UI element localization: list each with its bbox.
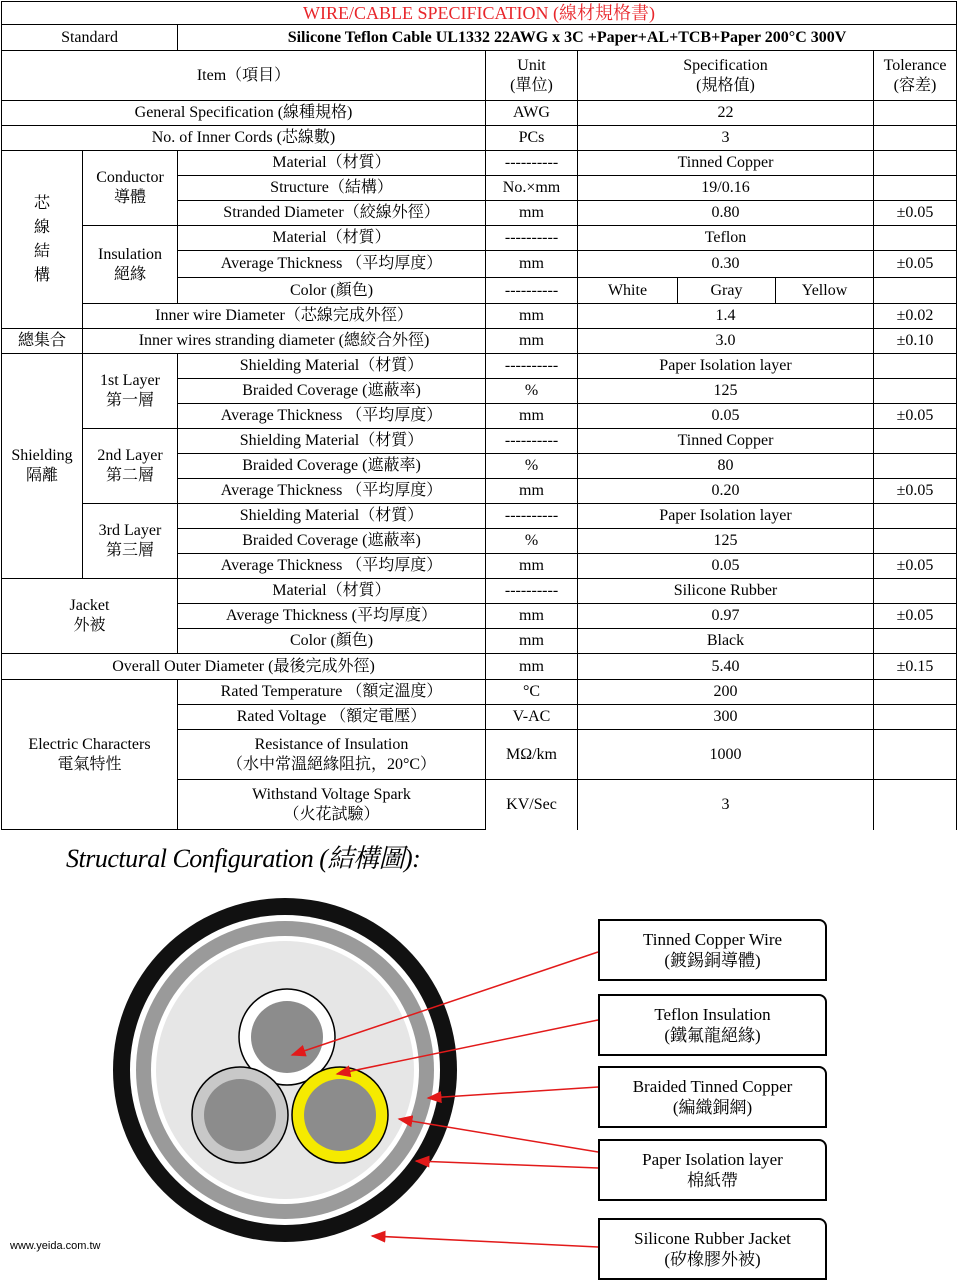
overall-diameter-unit: mm	[486, 654, 578, 680]
shield-1-coverage-value: 125	[578, 379, 874, 404]
white-core-conductor	[251, 1001, 323, 1073]
jacket-material-label: Material（材質）	[178, 579, 486, 604]
conductor-structure-unit: No.×mm	[486, 176, 578, 201]
electric-label: Electric Characters 電氣特性	[2, 680, 178, 830]
general-unit: AWG	[486, 101, 578, 126]
shield-3-coverage-unit: %	[486, 529, 578, 554]
insulation-resistance-value: 1000	[578, 730, 874, 780]
insulation-thickness-label: Average Thickness （平均厚度）	[178, 251, 486, 278]
assembly-tol: ±0.10	[874, 329, 957, 354]
item-header: Item（項目）	[2, 51, 486, 101]
assembly-group-label: 總集合	[2, 329, 83, 354]
conductor-material-unit: ----------	[486, 151, 578, 176]
shield-3-thickness-unit: mm	[486, 554, 578, 579]
shield-1-coverage-unit: %	[486, 379, 578, 404]
insulation-resistance-label: Resistance of Insulation （水中常溫絕緣阻抗，20°C）	[178, 730, 486, 780]
conductor-diameter-unit: mm	[486, 201, 578, 226]
general-value: 22	[578, 101, 874, 126]
shield-3-thickness-label: Average Thickness （平均厚度）	[178, 554, 486, 579]
shield-1-material-unit: ----------	[486, 354, 578, 379]
rated-voltage-label: Rated Voltage （額定電壓）	[178, 705, 486, 730]
insulation-thickness-unit: mm	[486, 251, 578, 278]
inner-diameter-label: Inner wire Diameter（芯線完成外徑）	[83, 304, 486, 329]
unit-header: Unit (單位)	[486, 51, 578, 101]
shield-2-material-value: Tinned Copper	[578, 429, 874, 454]
conductor-material-label: Material（材質）	[178, 151, 486, 176]
overall-diameter-tol: ±0.15	[874, 654, 957, 680]
jacket-label: Jacket 外被	[2, 579, 178, 654]
rated-voltage-unit: V-AC	[486, 705, 578, 730]
shield-layer-1-label: 1st Layer 第一層	[83, 354, 178, 429]
gray-core-conductor	[204, 1079, 276, 1151]
jacket-thickness-label: Average Thickness (平均厚度）	[178, 604, 486, 629]
spec-title: WIRE/CABLE SPECIFICATION (線材規格書)	[2, 2, 957, 25]
specification-table	[1, 1, 957, 830]
insulation-label: Insulation 絕緣	[83, 226, 178, 304]
tolerance-header: Tolerance (容差)	[874, 51, 957, 101]
conductor-diameter-value: 0.80	[578, 201, 874, 226]
inner-diameter-unit: mm	[486, 304, 578, 329]
core-group-label: 芯 線 結 構	[2, 151, 83, 329]
rated-temperature-value: 200	[578, 680, 874, 705]
standard-label: Standard	[2, 25, 178, 51]
conductor-structure-value: 19/0.16	[578, 176, 874, 201]
conductor-label: Conductor 導體	[83, 151, 178, 226]
inner-diameter-value: 1.4	[578, 304, 874, 329]
spec-header: Specification (規格值)	[578, 51, 874, 101]
shield-1-coverage-label: Braided Coverage (遮蔽率)	[178, 379, 486, 404]
callout-teflon-insulation: Teflon Insulation (鐵氟龍絕緣)	[598, 994, 827, 1056]
general-label: General Specification (線種規格)	[2, 101, 486, 126]
inner-cords-unit: PCs	[486, 126, 578, 151]
shield-3-material-label: Shielding Material（材質）	[178, 504, 486, 529]
insulation-color-gray: Gray	[678, 278, 776, 304]
shield-1-thickness-tol: ±0.05	[874, 404, 957, 429]
inner-diameter-tol: ±0.02	[874, 304, 957, 329]
callout-braided-tinned-copper: Braided Tinned Copper (編織銅網)	[598, 1066, 827, 1128]
conductor-diameter-label: Stranded Diameter（絞線外徑）	[178, 201, 486, 226]
shield-layer-2-label: 2nd Layer 第二層	[83, 429, 178, 504]
standard-value: Silicone Teflon Cable UL1332 22AWG x 3C +Paper+AL+TCB+Paper 200°C 300V	[178, 25, 957, 51]
assembly-label: Inner wires stranding diameter (總絞合外徑)	[83, 329, 486, 354]
conductor-material-value: Tinned Copper	[578, 151, 874, 176]
voltage-spark-label: Withstand Voltage Spark （火花試驗）	[178, 780, 486, 830]
jacket-material-value: Silicone Rubber	[578, 579, 874, 604]
shield-3-material-unit: ----------	[486, 504, 578, 529]
insulation-color-label: Color (顏色)	[178, 278, 486, 304]
arrow-jacket	[372, 1236, 598, 1247]
shield-2-coverage-label: Braided Coverage (遮蔽率)	[178, 454, 486, 479]
voltage-spark-unit: KV/Sec	[486, 780, 578, 830]
insulation-thickness-tol: ±0.05	[874, 251, 957, 278]
jacket-thickness-tol: ±0.05	[874, 604, 957, 629]
conductor-structure-label: Structure（結構）	[178, 176, 486, 201]
overall-diameter-value: 5.40	[578, 654, 874, 680]
insulation-color-white: White	[578, 278, 678, 304]
jacket-color-value: Black	[578, 629, 874, 654]
jacket-material-unit: ----------	[486, 579, 578, 604]
insulation-resistance-unit: MΩ/km	[486, 730, 578, 780]
jacket-color-unit: mm	[486, 629, 578, 654]
shield-2-thickness-unit: mm	[486, 479, 578, 504]
assembly-value: 3.0	[578, 329, 874, 354]
structural-configuration-heading: Structural Configuration (結構圖):	[66, 844, 421, 873]
shield-3-thickness-tol: ±0.05	[874, 554, 957, 579]
insulation-color-unit: ----------	[486, 278, 578, 304]
shielding-label: Shielding 隔離	[2, 354, 83, 579]
voltage-spark-value: 3	[578, 780, 874, 830]
jacket-thickness-unit: mm	[486, 604, 578, 629]
shield-1-material-label: Shielding Material（材質）	[178, 354, 486, 379]
jacket-thickness-value: 0.97	[578, 604, 874, 629]
shield-3-coverage-label: Braided Coverage (遮蔽率)	[178, 529, 486, 554]
callout-silicone-rubber-jacket: Silicone Rubber Jacket (矽橡膠外被)	[598, 1218, 827, 1280]
shield-2-coverage-unit: %	[486, 454, 578, 479]
arrow-paper-outer	[416, 1161, 598, 1168]
insulation-color-yellow: Yellow	[776, 278, 874, 304]
shield-2-thickness-label: Average Thickness （平均厚度）	[178, 479, 486, 504]
assembly-unit: mm	[486, 329, 578, 354]
callout-paper-isolation-layer: Paper Isolation layer 棉紙帶	[598, 1139, 827, 1201]
shield-3-material-value: Paper Isolation layer	[578, 504, 874, 529]
insulation-thickness-value: 0.30	[578, 251, 874, 278]
shield-2-coverage-value: 80	[578, 454, 874, 479]
insulation-material-value: Teflon	[578, 226, 874, 251]
shield-1-material-value: Paper Isolation layer	[578, 354, 874, 379]
conductor-diameter-tol: ±0.05	[874, 201, 957, 226]
shield-2-material-label: Shielding Material（材質）	[178, 429, 486, 454]
callout-tinned-copper-wire: Tinned Copper Wire (鍍錫銅導體)	[598, 919, 827, 981]
rated-temperature-unit: °C	[486, 680, 578, 705]
shield-1-thickness-value: 0.05	[578, 404, 874, 429]
inner-cords-value: 3	[578, 126, 874, 151]
shield-3-thickness-value: 0.05	[578, 554, 874, 579]
shield-1-thickness-label: Average Thickness （平均厚度）	[178, 404, 486, 429]
insulation-material-unit: ----------	[486, 226, 578, 251]
shield-2-thickness-tol: ±0.05	[874, 479, 957, 504]
rated-voltage-value: 300	[578, 705, 874, 730]
shield-2-thickness-value: 0.20	[578, 479, 874, 504]
website-link[interactable]: www.yeida.com.tw	[10, 1240, 101, 1252]
shield-2-material-unit: ----------	[486, 429, 578, 454]
insulation-material-label: Material（材質）	[178, 226, 486, 251]
shield-3-coverage-value: 125	[578, 529, 874, 554]
overall-diameter-label: Overall Outer Diameter (最後完成外徑)	[2, 654, 486, 680]
shield-layer-3-label: 3rd Layer 第三層	[83, 504, 178, 579]
inner-cords-label: No. of Inner Cords (芯線數)	[2, 126, 486, 151]
cable-cross-section	[113, 898, 457, 1242]
yellow-core-conductor	[304, 1079, 376, 1151]
shield-1-thickness-unit: mm	[486, 404, 578, 429]
jacket-color-label: Color (顏色)	[178, 629, 486, 654]
rated-temperature-label: Rated Temperature （額定溫度）	[178, 680, 486, 705]
